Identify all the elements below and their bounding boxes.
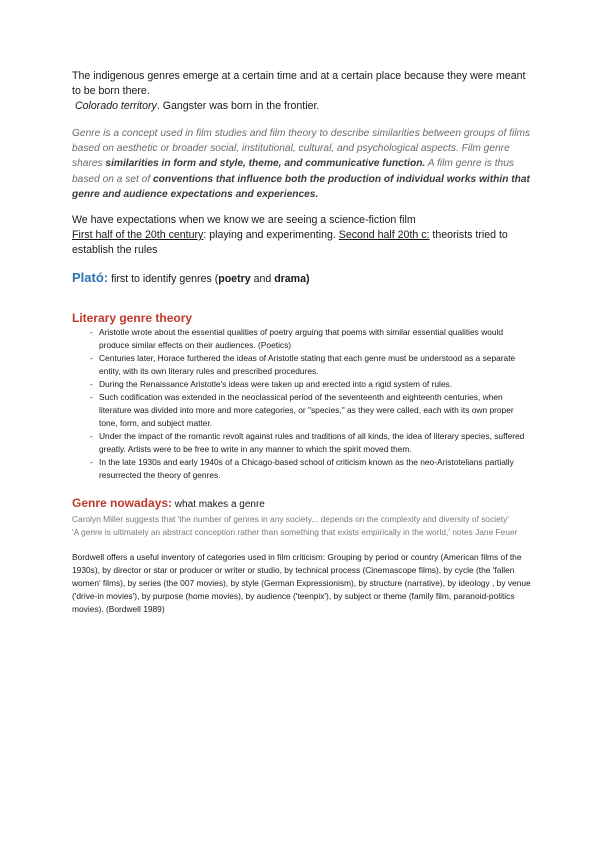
dash-bullet: - xyxy=(90,353,93,364)
definition-bold1: similarities in form and style, theme, and communicative function. xyxy=(105,158,426,170)
second-half-label: Second half 20th c: xyxy=(338,229,430,242)
bordwell-paragraph: Bordwell offers a useful inventory of categories used in film criticism: Grouping by period or country (American films of the 1930s), by director or star or producer or writer or studio, by technical process (Cinemascope films), by cycle (the 'fallen women' films), by series (the 007 movies), by style (German Expressionism), by structure (narrative), by ideology , by venue ('drive-in movies'), by purpose (home movies), by audience ('teenpix'), by subject or theme (family film, paranoid-politics movies). (Bordwell 1989) xyxy=(72,552,531,615)
expectations-line1: We have expectations when we know we are seeing a science-fiction film xyxy=(72,214,416,227)
dash-bullet: - xyxy=(90,327,93,338)
first-half-text: : playing and experimenting. xyxy=(203,229,339,242)
feuer-quote: 'A genre is ultimately an abstract conception rather than something that exists empirically in the world,' notes Jane Feuer xyxy=(72,527,518,538)
plato-heading: Plató: xyxy=(72,270,109,286)
list-item xyxy=(72,326,532,352)
genre-nowadays-heading xyxy=(72,495,532,513)
nowadays-subtitle: what makes a genre xyxy=(172,499,265,511)
list-item-text: Centuries later, Horace furthered the ideas of Aristotle stating that each genre must be understood as a separate entity, with its own literary rules and prescribed procedures. xyxy=(99,353,516,377)
list-item-text: Under the impact of the romantic revolt against rules and traditions of all kinds, the idea of literary species, suffered greatly. Artists were to be free to write in any manner to which the spirit moved them. xyxy=(99,431,525,455)
expectations-paragraph xyxy=(72,213,532,258)
second-half-text: theorists tried to establish the rules xyxy=(72,229,508,257)
dash-bullet: - xyxy=(90,379,93,390)
miller-quote: Carolyn Miller suggests that 'the number of genres in any society... depends on the complexity and diversity of society' xyxy=(72,514,509,525)
list-item-text: Aristotle wrote about the essential qualities of poetry arguing that poems with similar essential qualities would produce similar effects on their audiences. (Poetics) xyxy=(99,327,504,351)
nowadays-heading-label: Genre nowadays: xyxy=(72,496,173,511)
list-item xyxy=(72,430,532,456)
plato-bold-drama: drama) xyxy=(274,273,310,286)
first-half-label: First half of the 20th century xyxy=(72,229,204,242)
literary-genre-heading: Literary genre theory xyxy=(72,311,193,326)
definition-part1: Genre is a concept used in film studies and film theory to describe similarities between groups of films based on aesthetic or broader social, institutional, cultural, and psychological aspects. Film genre shares xyxy=(72,128,531,170)
colorado-territory-text: Colorado territory xyxy=(75,100,157,112)
definition-part2: A film genre is thus based on a set of xyxy=(72,158,514,185)
list-item xyxy=(72,456,532,482)
intro-line2-rest: . Gangster was born in the frontier. xyxy=(156,100,320,112)
dash-bullet: - xyxy=(90,457,93,468)
list-item xyxy=(72,352,532,378)
plato-paragraph xyxy=(72,269,532,288)
list-item-text: Such codification was extended in the neoclassical period of the seventeenth and eighteenth centuries, when literature was divided into more and more categories, or "species," as they were called, each with its own proper tone, form, and subject matter. xyxy=(99,392,514,429)
document-page xyxy=(72,69,532,616)
list-item-text: In the late 1930s and early 1940s of a Chicago-based school of criticism known as the neo-Aristotelians partially resurrected the theory of genres. xyxy=(99,457,514,481)
list-item xyxy=(72,378,532,391)
definition-end: . xyxy=(315,188,319,200)
plato-text1: first to identify genres ( xyxy=(108,273,219,286)
intro-line1: The indigenous genres emerge at a certain time and at a certain place because they were meant to be born there. xyxy=(72,70,526,97)
genre-definition-paragraph xyxy=(72,126,532,202)
plato-text2: and xyxy=(250,273,275,286)
definition-bold2: conventions that influence both the production of individual works within that genre and audience expectations and experiences xyxy=(72,173,530,200)
list-item-text: During the Renaissance Aristotle's ideas were taken up and erected into a rigid system of rules. xyxy=(99,379,453,390)
plato-bold-poetry: poetry xyxy=(218,273,251,286)
dash-bullet: - xyxy=(90,392,93,403)
intro-paragraph xyxy=(72,69,532,114)
dash-bullet: - xyxy=(90,431,93,442)
literary-genre-list xyxy=(72,326,532,482)
list-item xyxy=(72,391,532,430)
intro-line2 xyxy=(72,99,532,114)
